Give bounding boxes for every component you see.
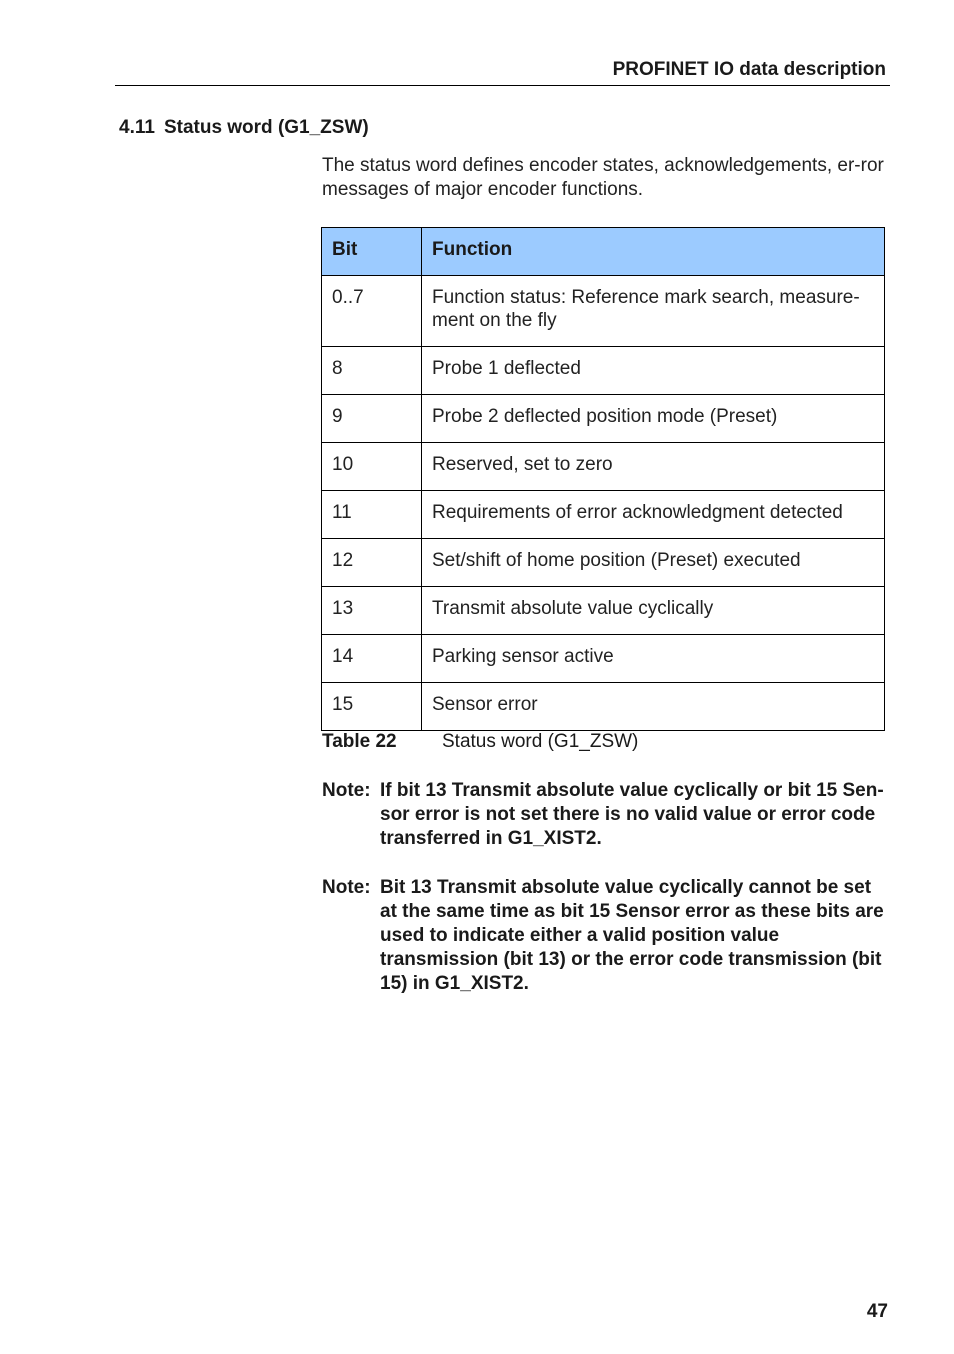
bit-cell: 12 [322, 539, 422, 587]
table-row [322, 347, 885, 395]
bit-cell: 10 [322, 443, 422, 491]
table-row [322, 395, 885, 443]
column-header-bit: Bit [322, 228, 422, 276]
note-label: Note: [322, 877, 371, 898]
table-row [322, 443, 885, 491]
section-number: 4.11 [119, 117, 155, 138]
table-row [322, 491, 885, 539]
function-cell: Requirements of error acknowledgment detected [422, 491, 885, 539]
bit-cell: 11 [322, 491, 422, 539]
function-cell: Probe 2 deflected position mode (Preset) [422, 395, 885, 443]
table-caption-text: Status word (G1_ZSW) [442, 731, 639, 752]
bit-cell: 14 [322, 635, 422, 683]
bit-cell: 0..7 [322, 276, 422, 347]
note-text: If bit 13 Transmit absolute value cyclically or bit 15 Sen-sor error is not set there is no valid value or error code transferred in G1_XIST2. [380, 780, 884, 849]
column-header-function: Function [422, 228, 885, 276]
bit-cell: 15 [322, 683, 422, 731]
function-cell: Set/shift of home position (Preset) executed [422, 539, 885, 587]
table-row [322, 539, 885, 587]
bit-cell: 13 [322, 587, 422, 635]
page-number: 47 [866, 1301, 888, 1322]
table-row [322, 683, 885, 731]
note-1 [322, 779, 888, 851]
section-title: Status word (G1_ZSW) [163, 117, 369, 138]
table-caption-label: Table 22 [322, 731, 397, 752]
note-2 [322, 876, 888, 996]
function-cell: Function status: Reference mark search, measure-ment on the fly [422, 276, 885, 347]
function-cell: Probe 1 deflected [422, 347, 885, 395]
bit-cell: 9 [322, 395, 422, 443]
table-row [322, 276, 885, 347]
section-heading [119, 116, 369, 140]
table-row [322, 635, 885, 683]
bit-cell: 8 [322, 347, 422, 395]
running-header [115, 58, 890, 86]
function-cell: Reserved, set to zero [422, 443, 885, 491]
running-header-title: PROFINET IO data description [612, 59, 886, 80]
table-caption [322, 730, 638, 754]
table-header-row [322, 228, 885, 276]
function-cell: Transmit absolute value cyclically [422, 587, 885, 635]
status-word-table [321, 227, 885, 731]
table-row [322, 587, 885, 635]
function-cell: Sensor error [422, 683, 885, 731]
intro-paragraph: The status word defines encoder states, acknowledgements, er-ror messages of major encoder functions. [322, 155, 884, 200]
note-text: Bit 13 Transmit absolute value cyclically cannot be set at the same time as bit 15 Sensor error as these bits are used to indicate either a valid position value transmission (bit 13) or the error code transmission (bit 15) in G1_XIST2. [380, 877, 884, 994]
function-cell: Parking sensor active [422, 635, 885, 683]
note-label: Note: [322, 780, 371, 801]
